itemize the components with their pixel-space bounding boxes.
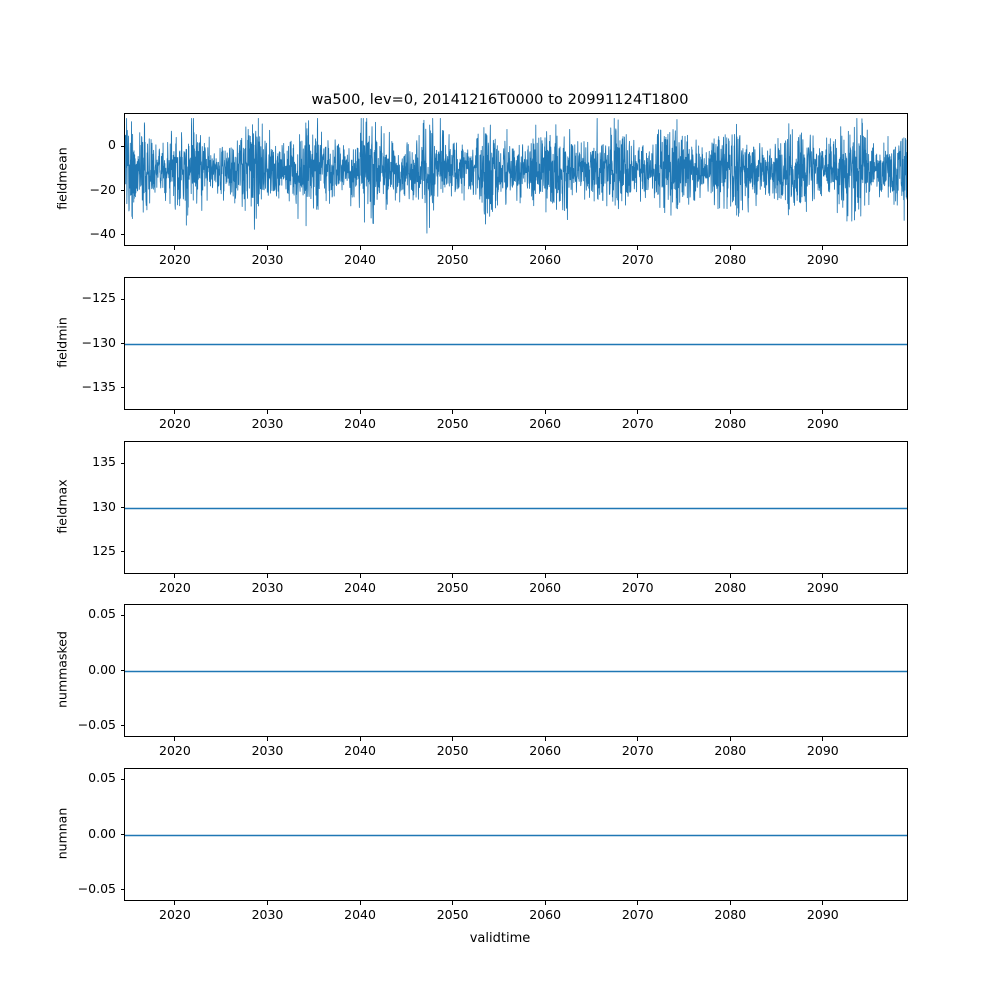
y-tick-mark (121, 551, 125, 552)
x-tick-mark (545, 410, 546, 414)
x-tick-mark (267, 901, 268, 905)
x-tick-label: 2090 (806, 743, 839, 758)
x-tick-label: 2020 (159, 416, 191, 431)
x-tick-mark (452, 574, 453, 578)
x-tick-label: 2020 (159, 907, 191, 922)
y-tick-label: 0 (108, 137, 116, 153)
x-tick-mark (267, 574, 268, 578)
y-axis-label-nummasked: nummasked (54, 630, 70, 708)
x-tick-label: 2030 (251, 416, 284, 431)
x-tick-mark (545, 737, 546, 741)
x-tick-mark (545, 901, 546, 905)
x-tick-mark (360, 246, 361, 250)
x-tick-label: 2070 (621, 580, 654, 595)
y-axis-label-fieldmean: fieldmean (54, 146, 70, 210)
x-tick-mark (267, 737, 268, 741)
plot-axes-numnan (124, 768, 908, 901)
x-tick-label: 2080 (714, 580, 747, 595)
y-axis-label-fieldmax: fieldmax (54, 478, 70, 534)
x-tick-mark (174, 574, 175, 578)
y-tick-label: −40 (89, 225, 116, 241)
y-axis-label-fieldmin: fieldmin (54, 316, 70, 368)
x-tick-label: 2040 (344, 252, 376, 267)
x-tick-mark (360, 410, 361, 414)
x-tick-mark (637, 737, 638, 741)
x-tick-mark (267, 410, 268, 414)
x-tick-label: 2040 (344, 416, 376, 431)
x-tick-label: 2070 (621, 743, 654, 758)
x-tick-label: 2030 (251, 252, 284, 267)
y-tick-label: 135 (92, 454, 116, 470)
y-tick-label: −130 (81, 334, 116, 350)
x-tick-label: 2050 (436, 743, 469, 758)
x-tick-mark (452, 410, 453, 414)
x-tick-label: 2050 (436, 907, 469, 922)
x-tick-mark (360, 574, 361, 578)
x-tick-mark (545, 246, 546, 250)
figure-title: wa500, lev=0, 20141216T0000 to 20991124T1800 (311, 92, 689, 108)
x-tick-label: 2050 (436, 580, 469, 595)
y-tick-mark (121, 615, 125, 616)
y-tick-mark (121, 234, 125, 235)
x-tick-mark (545, 574, 546, 578)
x-tick-mark (822, 410, 823, 414)
plot-axes-fieldmean (124, 113, 908, 246)
series-nummasked (125, 605, 908, 737)
x-tick-mark (452, 901, 453, 905)
x-tick-label: 2080 (714, 416, 747, 431)
y-tick-mark (121, 387, 125, 388)
y-tick-mark (121, 146, 125, 147)
x-tick-label: 2030 (251, 580, 284, 595)
y-tick-mark (121, 725, 125, 726)
x-tick-mark (730, 737, 731, 741)
plot-axes-fieldmax (124, 441, 908, 574)
x-tick-label: 2080 (714, 252, 747, 267)
y-tick-mark (121, 779, 125, 780)
x-tick-mark (637, 901, 638, 905)
x-tick-label: 2040 (344, 907, 376, 922)
series-fieldmax (125, 442, 908, 574)
y-tick-label: −135 (81, 378, 116, 394)
y-tick-label: −0.05 (77, 716, 116, 732)
y-tick-label: −20 (89, 181, 116, 197)
x-tick-label: 2040 (344, 743, 376, 758)
x-tick-mark (730, 901, 731, 905)
x-tick-label: 2030 (251, 743, 284, 758)
x-tick-label: 2070 (621, 907, 654, 922)
x-axis-label: validtime (469, 931, 531, 946)
y-tick-mark (121, 190, 125, 191)
y-tick-mark (121, 507, 125, 508)
x-tick-label: 2020 (159, 743, 191, 758)
x-tick-mark (637, 410, 638, 414)
x-tick-label: 2090 (806, 252, 839, 267)
x-tick-label: 2060 (529, 580, 562, 595)
plot-axes-nummasked (124, 604, 908, 737)
x-tick-label: 2020 (159, 252, 191, 267)
y-tick-mark (121, 889, 125, 890)
x-tick-label: 2040 (344, 580, 376, 595)
x-tick-mark (174, 246, 175, 250)
x-tick-mark (822, 901, 823, 905)
x-tick-mark (174, 901, 175, 905)
x-tick-mark (822, 246, 823, 250)
y-tick-label: 0.00 (88, 661, 116, 677)
series-numnan (125, 769, 908, 901)
y-tick-mark (121, 834, 125, 835)
x-tick-label: 2070 (621, 252, 654, 267)
x-tick-label: 2050 (436, 416, 469, 431)
plot-axes-fieldmin (124, 277, 908, 410)
y-tick-mark (121, 343, 125, 344)
x-tick-label: 2060 (529, 252, 562, 267)
y-tick-label: 125 (92, 542, 116, 558)
x-tick-mark (174, 410, 175, 414)
y-tick-label: −125 (81, 290, 116, 306)
x-tick-mark (730, 410, 731, 414)
x-tick-label: 2080 (714, 743, 747, 758)
x-tick-label: 2050 (436, 252, 469, 267)
y-tick-label: 0.05 (88, 770, 116, 786)
x-tick-label: 2060 (529, 416, 562, 431)
x-tick-mark (822, 574, 823, 578)
x-tick-label: 2090 (806, 416, 839, 431)
y-tick-label: −0.05 (77, 880, 116, 896)
x-tick-mark (637, 246, 638, 250)
x-tick-mark (822, 737, 823, 741)
x-tick-label: 2090 (806, 580, 839, 595)
x-tick-label: 2030 (251, 907, 284, 922)
x-tick-label: 2090 (806, 907, 839, 922)
x-tick-mark (360, 737, 361, 741)
x-tick-label: 2060 (529, 907, 562, 922)
x-tick-mark (637, 574, 638, 578)
y-tick-label: 0.00 (88, 825, 116, 841)
y-tick-label: 130 (92, 498, 116, 514)
x-tick-label: 2070 (621, 416, 654, 431)
x-tick-label: 2020 (159, 580, 191, 595)
y-axis-label-numnan: numnan (54, 807, 70, 859)
x-tick-mark (730, 574, 731, 578)
x-tick-mark (452, 737, 453, 741)
x-tick-label: 2060 (529, 743, 562, 758)
x-tick-mark (360, 901, 361, 905)
y-tick-mark (121, 299, 125, 300)
y-tick-mark (121, 463, 125, 464)
x-tick-label: 2080 (714, 907, 747, 922)
series-fieldmin (125, 278, 908, 410)
x-tick-mark (730, 246, 731, 250)
x-tick-mark (267, 246, 268, 250)
y-tick-label: 0.05 (88, 606, 116, 622)
y-tick-mark (121, 670, 125, 671)
x-tick-mark (174, 737, 175, 741)
x-tick-mark (452, 246, 453, 250)
series-fieldmean (125, 114, 908, 246)
